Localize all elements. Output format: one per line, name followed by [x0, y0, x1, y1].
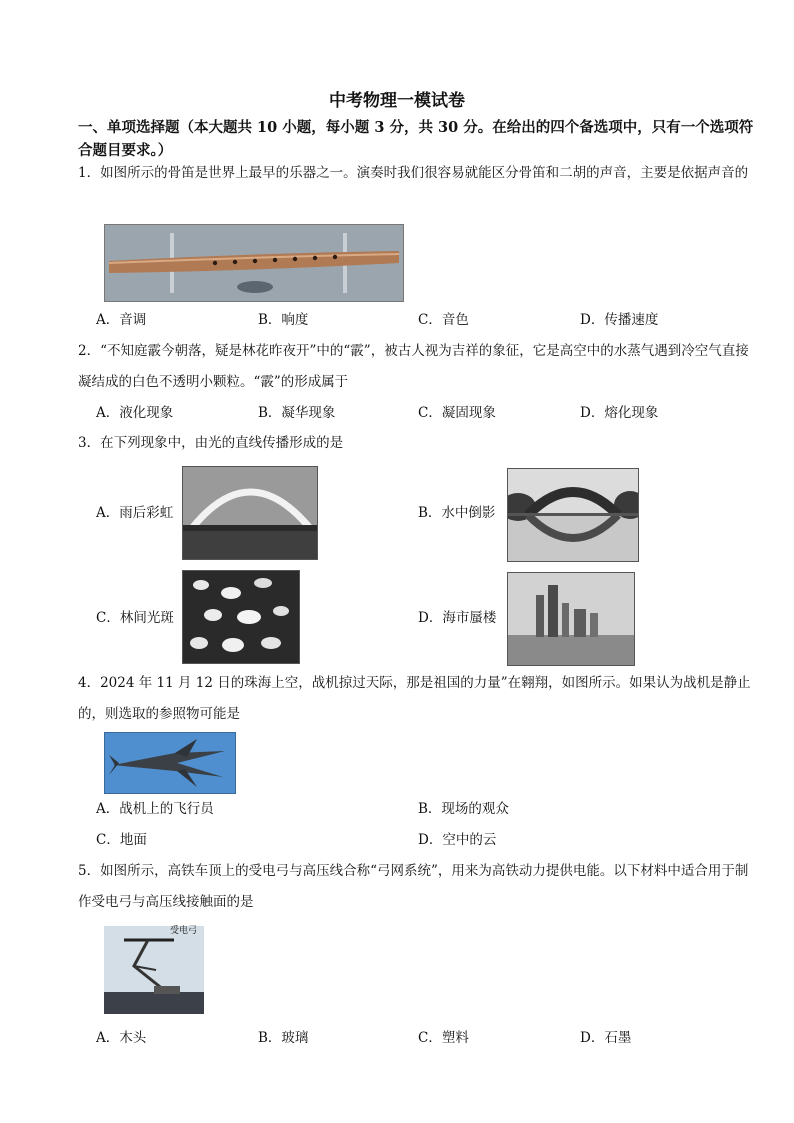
mirage-image — [507, 572, 635, 666]
q1-option-b: B．响度 — [258, 312, 309, 328]
question-2-stem: 2．“不知庭霰今朝落，疑是林花昨夜开”中的“霰”，被古人视为吉祥的象征，它是高空中的水蒸气遇到冷空气直接凝结成的白色不透明小颗粒。“霰”的形成属于 — [78, 343, 749, 390]
question-1-stem: 1．如图所示的骨笛是世界上最早的乐器之一。演奏时我们很容易就能区分骨笛和二胡的声音，主要是依据声音的 — [78, 165, 749, 181]
fighter-jet-image — [104, 732, 236, 794]
q2-option-d: D．熔化现象 — [580, 405, 659, 421]
q4-option-c: C．地面 — [96, 832, 147, 848]
pantograph-image — [104, 926, 204, 1014]
page-title: 中考物理一模试卷 — [329, 91, 465, 111]
q4-option-b: B．现场的观众 — [418, 801, 509, 817]
light-spots-image — [182, 570, 300, 664]
pantograph-label: 受电弓 — [170, 926, 198, 936]
q4-option-d: D．空中的云 — [418, 832, 497, 848]
bone-flute-image — [104, 224, 404, 302]
question-4-stem: 4．2024 年 11 月 12 日的珠海上空，战机掠过天际，那是祖国的力量”在翱翔，如图所示。如果认为战机是静止的，则选取的参照物可能是 — [78, 675, 751, 722]
q5-option-d: D．石墨 — [580, 1030, 632, 1046]
q2-option-a: A．液化现象 — [96, 405, 174, 421]
q1-option-c: C．音色 — [418, 312, 469, 328]
q3-option-d: D．海市蜃楼 — [418, 610, 497, 626]
q5-option-c: C．塑料 — [418, 1030, 469, 1046]
q2-option-c: C．凝固现象 — [418, 405, 496, 421]
q3-option-a: A．雨后彩虹 — [96, 505, 174, 521]
q4-option-a: A．战机上的飞行员 — [96, 801, 214, 817]
q3-option-b: B．水中倒影 — [418, 505, 496, 521]
q5-option-a: A．木头 — [96, 1030, 147, 1046]
q1-option-d: D．传播速度 — [580, 312, 659, 328]
q2-option-b: B．凝华现象 — [258, 405, 336, 421]
question-3-stem: 3．在下列现象中，由光的直线传播形成的是 — [78, 435, 344, 451]
q5-option-b: B．玻璃 — [258, 1030, 309, 1046]
q1-option-a: A．音调 — [96, 312, 147, 328]
q3-option-c: C．林间光斑 — [96, 610, 174, 626]
question-5-stem: 5．如图所示，高铁车顶上的受电弓与高压线合称“弓网系统”，用来为高铁动力提供电能。以下材料中适合用于制作受电弓与高压线接触面的是 — [78, 863, 749, 910]
rainbow-image — [182, 466, 318, 560]
bridge-reflection-image — [507, 468, 639, 562]
section-heading: 一、单项选择题（本大题共 10 小题，每小题 3 分，共 30 分。在给出的四个备选项中，只有一个选项符合题目要求。） — [78, 119, 754, 159]
